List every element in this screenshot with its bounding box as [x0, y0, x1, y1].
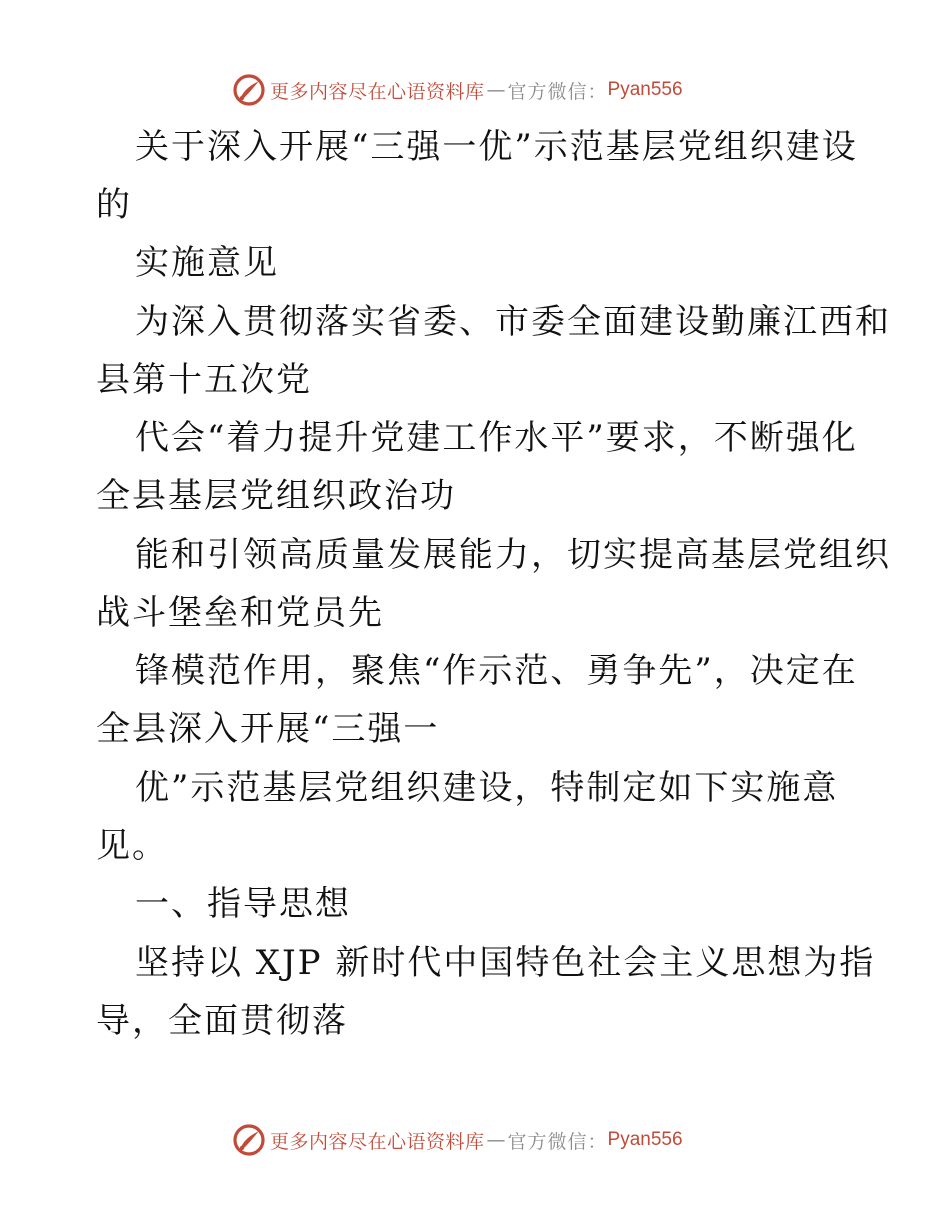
doc-title-line-2: 的 [96, 185, 132, 225]
banner-official-text: 官方微信： [507, 1130, 608, 1153]
banner-site-text: 更多内容尽在心语资料库 [270, 1130, 485, 1153]
doc-section-heading: 一、指导思想 [135, 884, 351, 924]
banner-official-text: 官方微信： [507, 80, 608, 103]
doc-paragraph-line: 见。 [96, 826, 168, 866]
doc-paragraph-line: 能和引领高质量发展能力，切实提高基层党组织 [135, 535, 891, 575]
brush-logo-icon [232, 1123, 266, 1157]
banner-wechat-id: Pyan556 [607, 1129, 683, 1150]
doc-paragraph-line: 为深入贯彻落实省委、市委全面建设勤廉江西和 [135, 302, 891, 342]
doc-paragraph-line: 锋模范作用，聚焦“作示范、勇争先”，决定在 [135, 651, 858, 691]
doc-paragraph-line: 导，全面贯彻落 [96, 1001, 348, 1041]
banner-dash: — [486, 1129, 506, 1151]
doc-paragraph-line: 坚持以 XJP 新时代中国特色社会主义思想为指 [135, 943, 876, 983]
banner-dash: — [486, 79, 506, 101]
doc-paragraph-line: 战斗堡垒和党员先 [96, 593, 384, 633]
banner-site-text: 更多内容尽在心语资料库 [270, 80, 485, 103]
doc-paragraph-line: 全县基层党组织政治功 [96, 476, 456, 516]
doc-paragraph-line: 县第十五次党 [96, 360, 312, 400]
footer-banner [232, 1122, 683, 1158]
doc-paragraph-line: 优”示范基层党组织建设，特制定如下实施意 [135, 768, 839, 808]
brush-logo-icon [232, 73, 266, 107]
doc-paragraph-line: 代会“着力提升党建工作水平”要求，不断强化 [135, 418, 858, 458]
banner-wechat-id: Pyan556 [607, 79, 683, 100]
doc-subtitle: 实施意见 [135, 243, 279, 283]
doc-paragraph-line: 全县深入开展“三强一 [96, 709, 440, 749]
doc-title-line-1: 关于深入开展“三强一优”示范基层党组织建设 [135, 127, 858, 167]
header-banner [232, 72, 683, 108]
